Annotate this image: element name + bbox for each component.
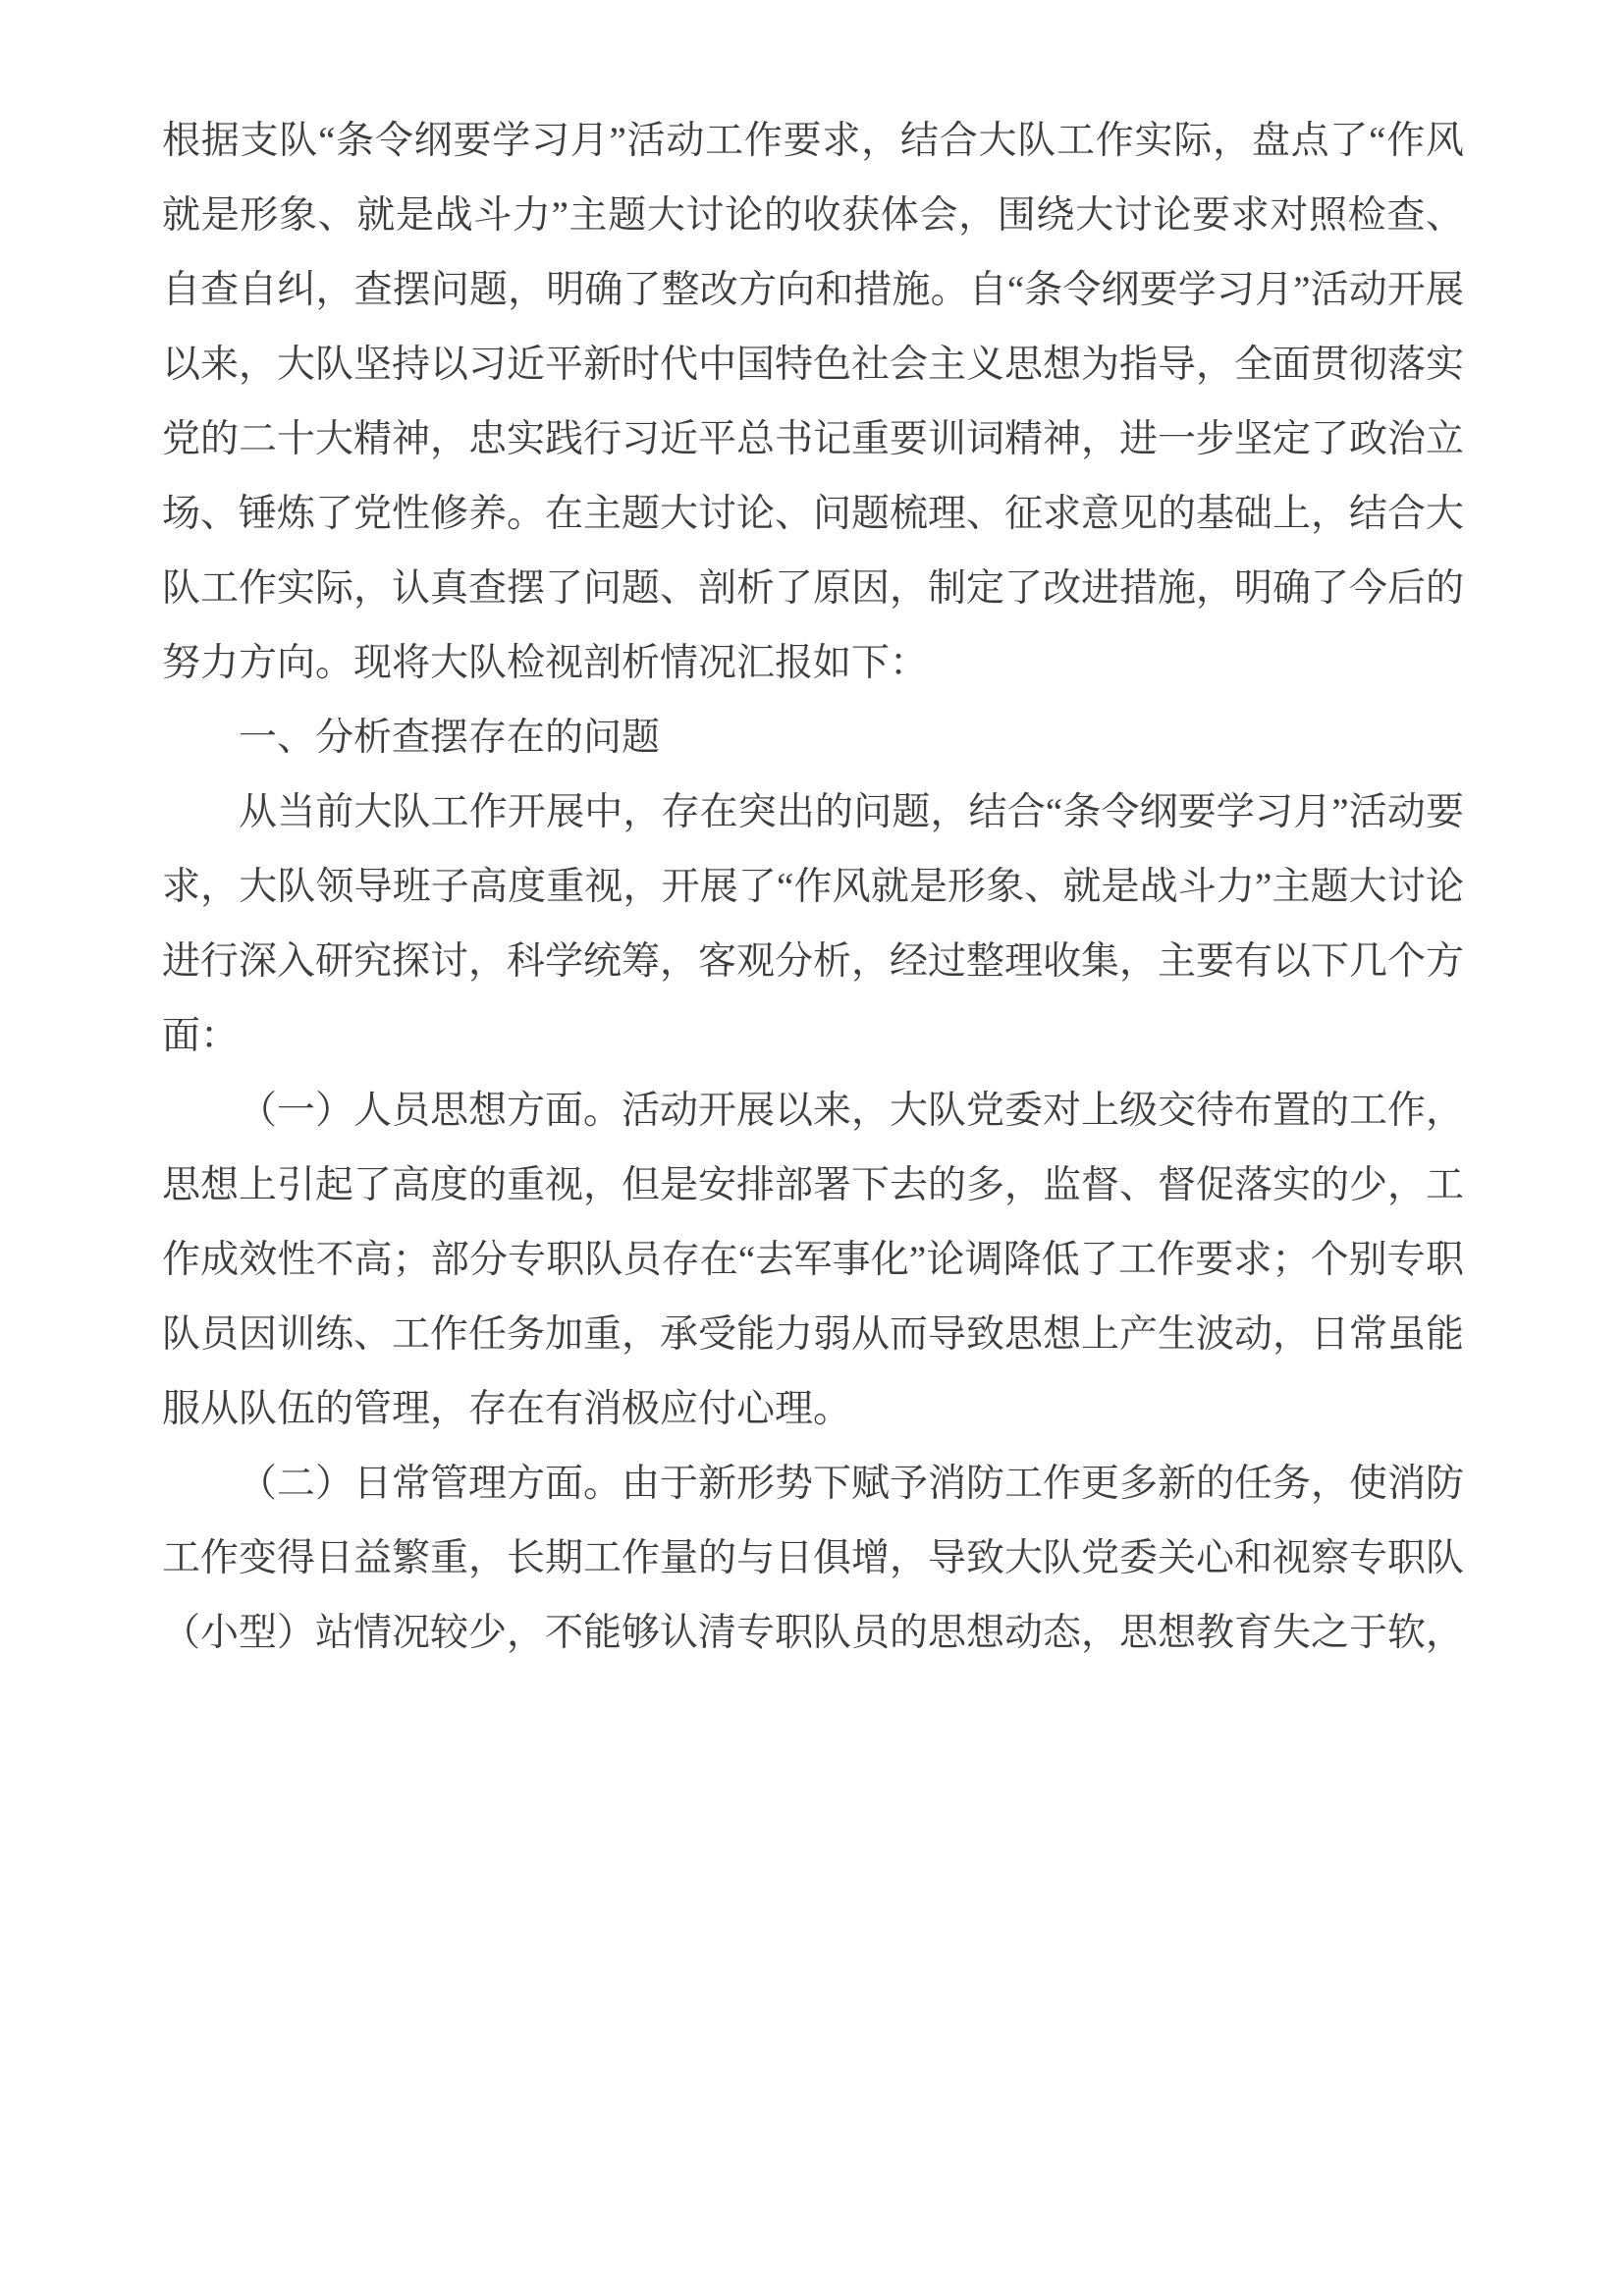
- paragraph-item-1-personnel-thought: （一）人员思想方面。活动开展以来，大队党委对上级交待布置的工作，思想上引起了高度的重视，但是安排部署下去的多，监督、督促落实的少，工作成效性不高；部分专职队员存在“去军事化”论调降低了工作要求；个别专职队员因训练、工作任务加重，承受能力弱从而导致思想上产生波动，日常虽能服从队伍的管理，存在有消极应付心理。: [162, 1090, 1465, 1430]
- document-text-area: [162, 104, 1464, 1671]
- paragraph-intro: 根据支队“条令纲要学习月”活动工作要求，结合大队工作实际，盘点了“作风就是形象、就是战斗力”主题大讨论的收获体会，围绕大讨论要求对照检查、自查自纠，查摆问题，明确了整改方向和措施。自“条令纲要学习月”活动开展以来，大队坚持以习近平新时代中国特色社会主义思想为指导，全面贯彻落实党的二十大精神，忠实践行习近平总书记重要训词精神，进一步坚定了政治立场、锤炼了党性修养。在主题大讨论、问题梳理、征求意见的基础上，结合大队工作实际，认真查摆了问题、剖析了原因，制定了改进措施，明确了今后的努力方向。现将大队检视剖析情况汇报如下：: [162, 120, 1465, 684]
- paragraph-item-2-daily-management: （二）日常管理方面。由于新形势下赋予消防工作更多新的任务，使消防工作变得日益繁重，长期工作量的与日俱增，导致大队党委关心和视察专职队（小型）站情况较少，不能够认清专职队员的思想动态，思想教育失之于软，: [162, 1463, 1465, 1654]
- section-heading-1: 一、分析查摆存在的问题: [239, 717, 661, 759]
- paragraph-section-overview: 从当前大队工作开展中，存在突出的问题，结合“条令纲要学习月”活动要求，大队领导班子高度重视，开展了“作风就是形象、就是战斗力”主题大讨论进行深入研究探讨，科学统筹，客观分析，经过整理收集，主要有以下几个方面：: [162, 791, 1465, 1057]
